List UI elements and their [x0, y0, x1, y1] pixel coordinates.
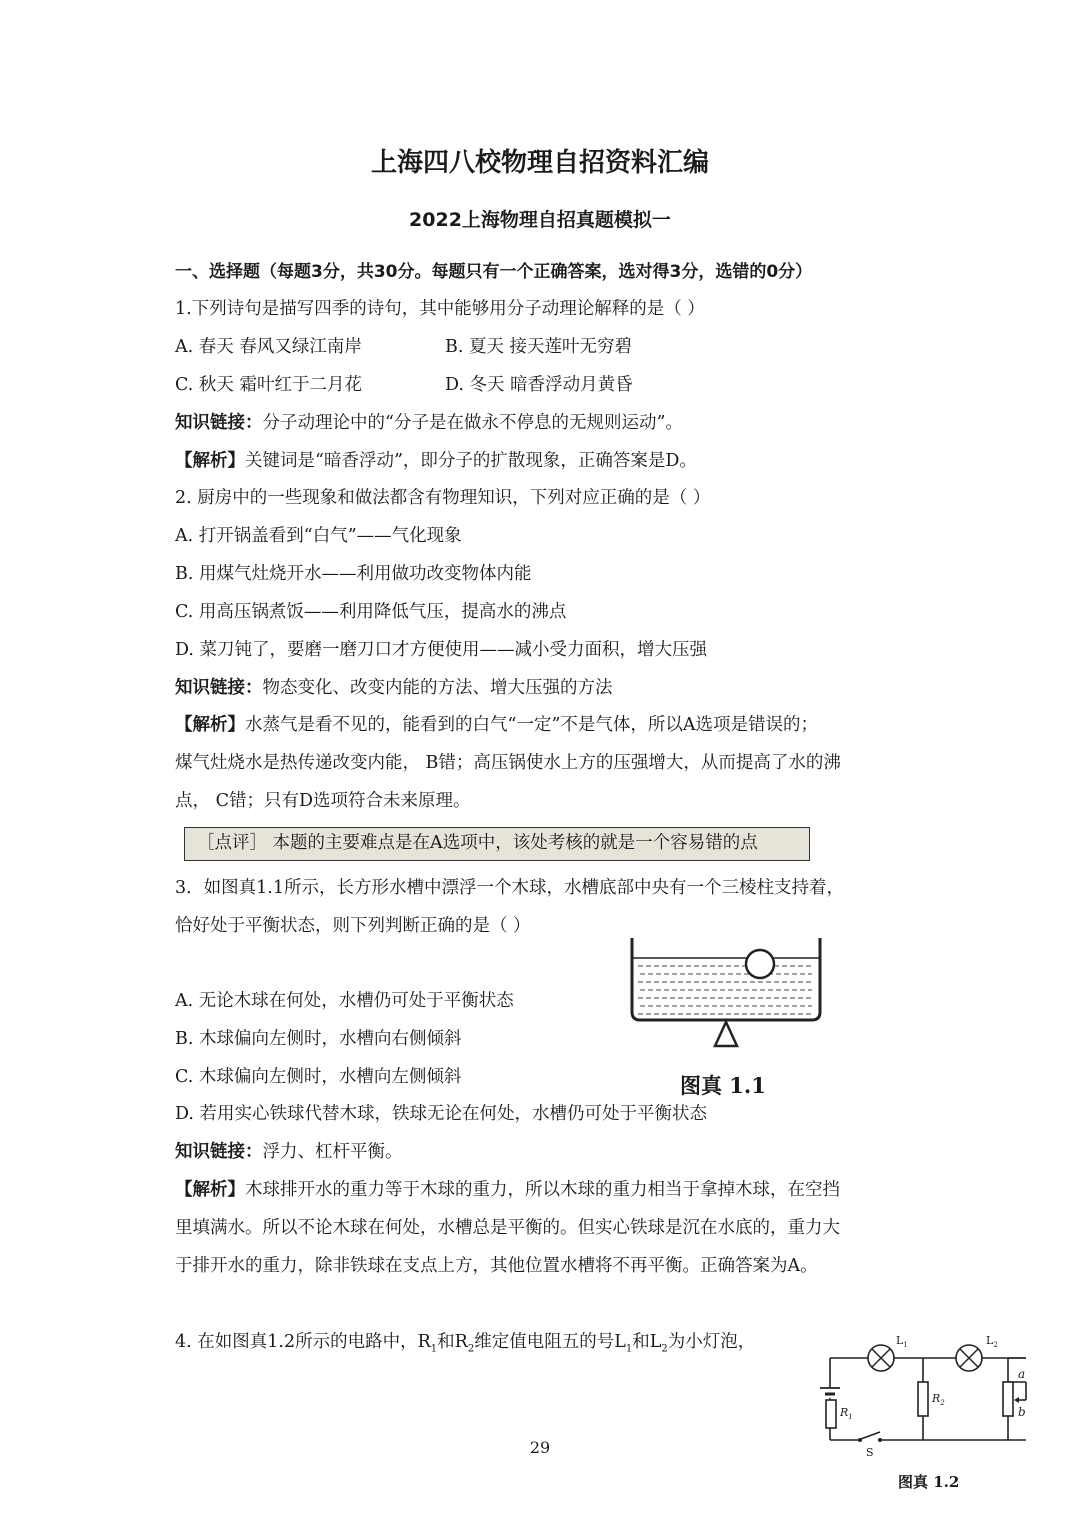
resistor-r1	[826, 1400, 836, 1428]
q1-option-c: C. 秋天 霜叶红于二月花	[175, 375, 362, 395]
section-heading: 一、选择题（每题3分，共30分。每题只有一个正确答案，选对得3分，选错的0分）	[175, 262, 813, 282]
q4-stem-part-d: 和L	[632, 1332, 662, 1352]
q4-stem	[175, 1330, 755, 1362]
figure-1-1-caption: 图真 1.1	[680, 1073, 766, 1098]
water-hatching	[638, 966, 812, 1014]
q3-option-d: D. 若用实心铁球代替木球，铁球无论在何处，水槽仍可处于平衡状态	[175, 1104, 708, 1124]
q1-link-label: 知识链接：	[175, 413, 263, 433]
q1-knowledge-link	[175, 411, 683, 435]
q2-option-b: B. 用煤气灶烧开水——利用做功改变物体内能	[175, 564, 532, 584]
q1-stem: 1.下列诗句是描写四季的诗句，其中能够用分子动理论解释的是（ ）	[175, 299, 705, 319]
q3-analysis-line-2: 里填满水。所以不论木球在何处，水槽总是平衡的。但实心铁球是沉在水底的，重力大	[175, 1218, 840, 1238]
q4-stem-part-e: 为小灯泡，	[667, 1332, 756, 1352]
q2-knowledge-link	[175, 676, 613, 700]
q3-analysis-text-1: 木球排开水的重力等于木球的重力，所以木球的重力相当于拿掉木球，在空挡	[245, 1180, 840, 1200]
prism-support	[715, 1022, 737, 1046]
label-r1: $R_1$	[840, 1406, 853, 1421]
q3-link-text: 浮力、杠杆平衡。	[262, 1142, 403, 1162]
q3-option-a: A. 无论木球在何处，水槽仍可处于平衡状态	[175, 991, 514, 1011]
q3-analysis-line-1	[175, 1178, 840, 1202]
q2-comment-box: ［点评］ 本题的主要难点是在A选项中，该处考核的就是一个容易错的点	[184, 827, 810, 861]
q4-sub-r2: 2	[467, 1343, 475, 1355]
wooden-ball	[746, 950, 774, 978]
q1-options-ab	[175, 335, 633, 359]
rheostat-slider-arrow	[1014, 1397, 1019, 1403]
q4-stem-part-b: 和R	[437, 1332, 468, 1352]
rheostat	[1003, 1382, 1013, 1416]
q1-options-cd	[175, 373, 633, 397]
q2-option-d: D. 菜刀钝了，要磨一磨刀口才方便使用——减小受力面积，增大压强	[175, 640, 708, 660]
page-number: 29	[529, 1438, 551, 1457]
q1-link-text: 分子动理论中的“分子是在做永不停息的无规则运动”。	[262, 413, 683, 433]
q3-stem-line-1: 3．如图真1.1所示，长方形水槽中漂浮一个木球，水槽底部中央有一个三棱柱支持着，	[175, 878, 844, 898]
label-switch: S	[866, 1446, 874, 1459]
q2-analysis-line-2: 煤气灶烧水是热传递改变内能， B错；高压锅使水上方的压强增大，从而提高了水的沸	[175, 753, 841, 773]
figure-1-1-water-tank	[626, 934, 826, 1054]
q2-option-a: A. 打开锅盖看到“白气”——气化现象	[175, 526, 462, 546]
q3-analysis-label: 【解析】	[175, 1180, 245, 1200]
q4-sub-l1: 1	[625, 1343, 633, 1355]
q2-analysis-label: 【解析】	[175, 715, 245, 735]
q3-analysis-line-3: 于排开水的重力，除非铁球在支点上方，其他位置水槽将不再平衡。正确答案为A。	[175, 1256, 818, 1276]
q4-stem-part-a: 4. 在如图真1.2所示的电路中，R	[175, 1332, 431, 1352]
label-b: b	[1018, 1405, 1026, 1419]
q4-stem-part-c: 维定值电阻五的号L	[474, 1332, 626, 1352]
doc-title: 上海四八校物理自招资料汇编	[370, 148, 709, 178]
q3-option-c: C. 木球偏向左侧时，水槽向左侧倾斜	[175, 1067, 462, 1087]
label-r2: $R_2$	[932, 1392, 945, 1407]
resistor-r2	[918, 1382, 928, 1416]
q2-analysis-text-1: 水蒸气是看不见的，能看到的白气“一定”不是气体，所以A选项是错误的；	[245, 715, 819, 735]
q1-option-a: A. 春天 春风又绿江南岸	[175, 337, 362, 357]
q2-link-label: 知识链接：	[175, 678, 263, 698]
q1-option-b: B. 夏天 接天莲叶无穷碧	[445, 337, 633, 357]
q2-analysis-line-3: 点， C错；只有D选项符合未来原理。	[175, 791, 471, 811]
q2-link-text: 物态变化、改变内能的方法、增大压强的方法	[262, 678, 613, 698]
q3-stem-line-2: 恰好处于平衡状态，则下列判断正确的是（ ）	[175, 916, 531, 936]
figure-1-2-caption: 图真 1.2	[898, 1473, 960, 1491]
q1-option-d: D. 冬天 暗香浮动月黄昏	[445, 375, 633, 395]
label-l1: $L_1$	[896, 1334, 908, 1349]
label-a: a	[1018, 1367, 1026, 1381]
q3-link-label: 知识链接：	[175, 1142, 263, 1162]
q1-analysis	[175, 449, 697, 473]
doc-subtitle: 2022上海物理自招真题模拟一	[409, 209, 671, 231]
q2-stem: 2. 厨房中的一些现象和做法都含有物理知识，下列对应正确的是（ ）	[175, 488, 711, 508]
label-l2: $L_2$	[986, 1334, 998, 1349]
q3-knowledge-link	[175, 1140, 403, 1164]
lamp-l1	[868, 1345, 894, 1371]
q3-option-b: B. 木球偏向左侧时，水槽向右侧倾斜	[175, 1029, 462, 1049]
tank-outline	[632, 938, 820, 1020]
q1-analysis-label: 【解析】	[175, 451, 245, 471]
q4-sub-l2: 2	[661, 1343, 668, 1355]
q1-analysis-text: 关键词是“暗香浮动”，即分子的扩散现象，正确答案是D。	[245, 451, 697, 471]
q4-sub-r1: 1	[430, 1343, 438, 1355]
q2-analysis-line-1	[175, 713, 818, 737]
lamp-l2	[956, 1345, 982, 1371]
q2-option-c: C. 用高压锅煮饭——利用降低气压，提高水的沸点	[175, 602, 567, 622]
